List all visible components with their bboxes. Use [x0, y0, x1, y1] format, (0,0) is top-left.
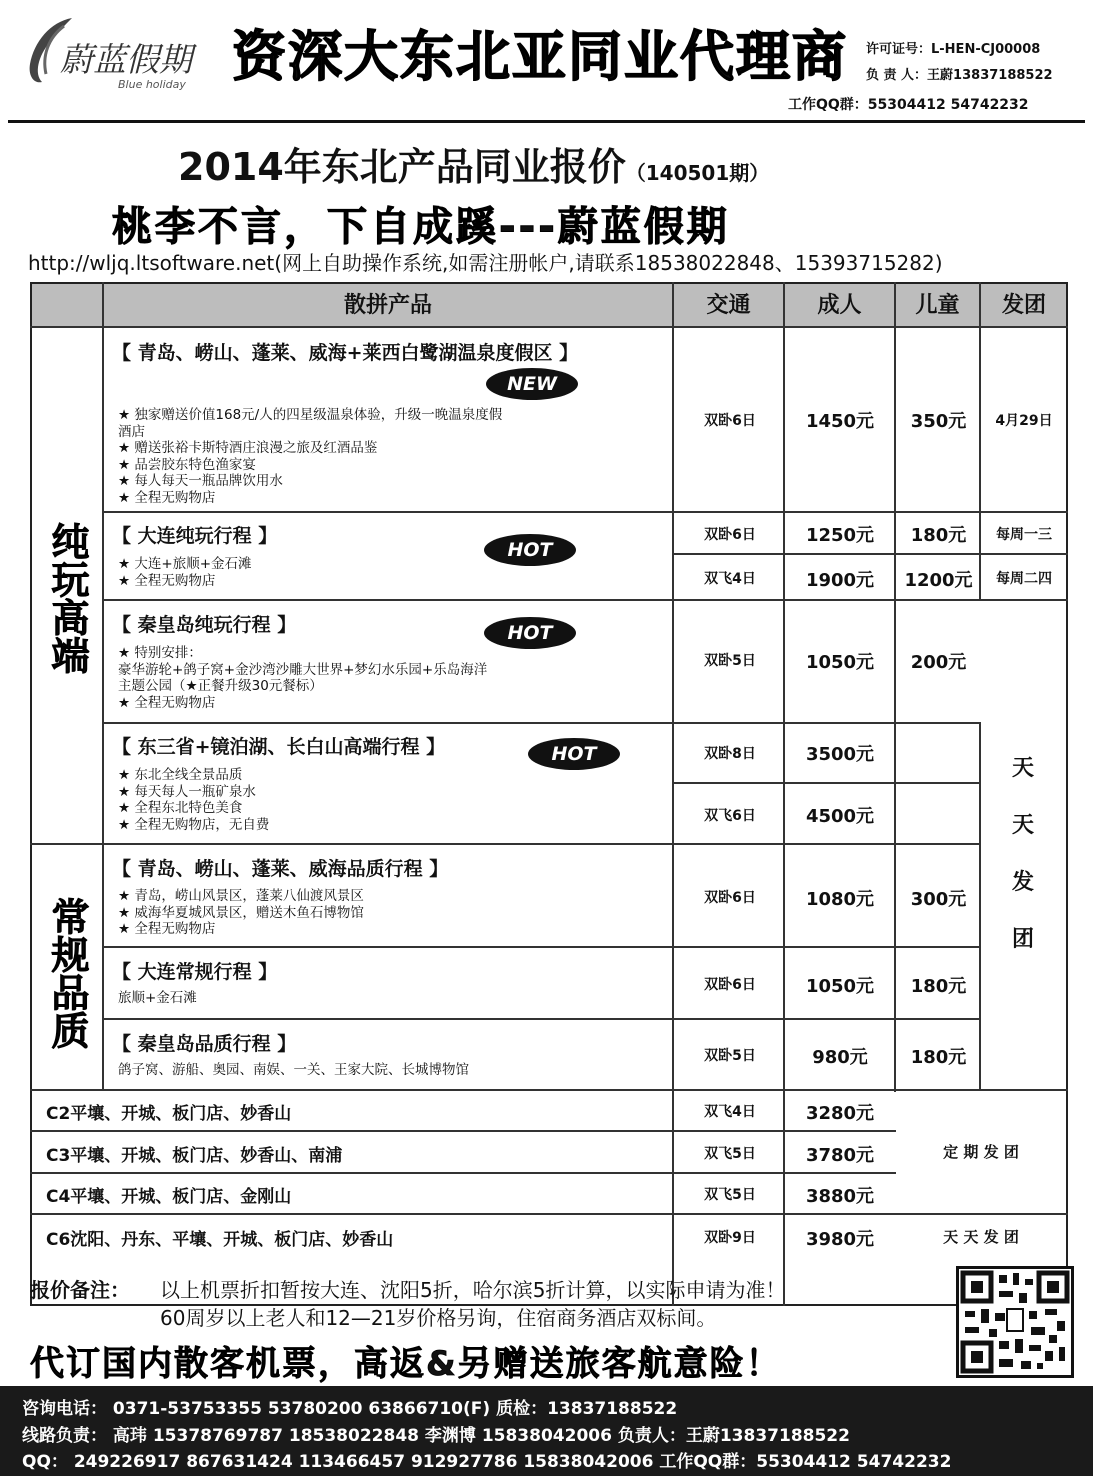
- route-name: C3平壤、开城、板门店、妙香山、南浦: [46, 1146, 343, 1166]
- brand-logo: [20, 12, 225, 100]
- qr-code[interactable]: [956, 1266, 1074, 1378]
- divider: [672, 553, 1068, 555]
- bullet: ★ 品尝胶东特色渔家宴: [118, 456, 256, 473]
- transport: 双卧6日: [704, 977, 756, 993]
- adult-price: 3980元: [805, 1229, 875, 1250]
- adult-price: 3280元: [805, 1103, 875, 1124]
- adult-price: 3780元: [805, 1145, 875, 1166]
- subtitle: [178, 136, 769, 191]
- divider: [102, 946, 980, 948]
- header-transport: 交通: [706, 293, 751, 318]
- child-price: 1200元: [904, 570, 973, 591]
- hot-badge: HOT: [484, 617, 576, 649]
- bullet: ★ 东北全线全景品质: [118, 767, 243, 783]
- daily-departure: [981, 740, 1065, 968]
- category-premium: 纯玩高端: [45, 522, 89, 674]
- adult-price: 1050元: [805, 976, 875, 997]
- logo-subtitle: Blue holiday: [118, 78, 186, 91]
- bullet: ★ 独家赠送价值168元/人的四星级温泉体验，升级一晚温泉度假: [118, 407, 503, 423]
- manager-contact: 负 责 人：王蔚13837188522: [866, 68, 1053, 83]
- product-name: 【 大连常规行程 】: [112, 961, 278, 983]
- product-name: 【 秦皇岛品质行程 】: [112, 1033, 297, 1055]
- bullet: ★ 每天每人一瓶矿泉水: [118, 783, 256, 800]
- adult-price: 1900元: [805, 570, 875, 591]
- new-badge: NEW: [486, 368, 578, 400]
- product-bullets: [118, 556, 252, 589]
- adult-price: 3880元: [805, 1186, 875, 1207]
- hot-badge: HOT: [484, 534, 576, 566]
- bullet: ★ 每人每天一瓶品牌饮用水: [118, 473, 283, 489]
- footer-qq: QQ： 249226917 867631424 113466457 912927786 15838042006 工作QQ群：55304412 54742232: [22, 1452, 952, 1472]
- adult-price: 1050元: [805, 652, 875, 673]
- adult-price: 4500元: [805, 806, 875, 827]
- bullet: ★ 赠送张裕卡斯特酒庄浪漫之旅及红酒品鉴: [118, 440, 378, 456]
- route-name: C4平壤、开城、板门店、金刚山: [46, 1187, 292, 1207]
- divider: [894, 282, 896, 1092]
- departure: 4月29日: [995, 413, 1053, 429]
- child-price: 180元: [910, 1047, 967, 1068]
- daily-char: 天: [1011, 813, 1034, 838]
- product-name: 【 东三省+镜泊湖、长白山高端行程 】: [112, 736, 446, 758]
- divider: [30, 1130, 896, 1132]
- daily-char: 发: [1011, 870, 1034, 895]
- bullet: 酒店: [118, 423, 145, 440]
- adult-price: 1250元: [805, 525, 875, 546]
- bullet: ★ 特别安排：: [118, 645, 202, 661]
- header-departure: 发团: [1001, 293, 1046, 318]
- bullet: ★ 全程无购物店: [118, 572, 216, 589]
- work-qq-groups: 工作QQ群：55304412 54742232: [788, 97, 1029, 113]
- product-bullets: [118, 888, 364, 938]
- child-price: 350元: [910, 411, 967, 432]
- transport: 双飞5日: [704, 1187, 756, 1203]
- bullet: ★ 全程无购物店: [118, 921, 216, 937]
- footer-consult-phone: 咨询电话： 0371-53753355 53780200 63866710(F) 质检：13837188522: [22, 1399, 678, 1419]
- adult-price: 980元: [812, 1047, 868, 1068]
- daily-char: 团: [1011, 927, 1034, 952]
- hot-badge: HOT: [528, 738, 620, 770]
- promo-line: 代订国内散客机票，高返&另赠送旅客航意险！: [30, 1344, 782, 1384]
- child-price: 180元: [910, 976, 967, 997]
- transport: 双飞6日: [704, 808, 756, 824]
- route-name: C2平壤、开城、板门店、妙香山: [46, 1104, 292, 1124]
- header-adult: 成人: [817, 293, 862, 318]
- product-bullets: [118, 407, 502, 506]
- transport: 双卧5日: [704, 653, 756, 669]
- notes-line1: 以上机票折扣暂按大连、沈阳5折，哈尔滨5折计算，以实际申请为准！: [160, 1278, 786, 1302]
- transport: 双卧5日: [704, 1048, 756, 1064]
- bullet: ★ 全程无购物店，无自费: [118, 816, 270, 833]
- header-child: 儿童: [915, 293, 960, 318]
- transport: 双卧8日: [704, 746, 756, 762]
- bullet: ★ 青岛，崂山风景区，蓬莱八仙渡风景区: [118, 888, 364, 904]
- divider: [102, 1018, 980, 1020]
- divider: [672, 782, 980, 784]
- divider: [30, 843, 980, 845]
- adult-price: 1450元: [805, 411, 875, 432]
- product-name: 【 秦皇岛纯玩行程 】: [112, 614, 297, 636]
- bullet: ★ 大连+旅顺+金石滩: [118, 556, 252, 572]
- license-number: 许可证号：L-HEN-CJ00008: [866, 42, 1041, 57]
- bullet: 旅顺+金石滩: [118, 990, 197, 1006]
- transport: 双飞4日: [704, 571, 756, 587]
- divider: [102, 511, 1068, 513]
- transport: 双卧6日: [704, 890, 756, 906]
- transport: 双卧6日: [704, 413, 756, 429]
- issue-number: （140501期）: [625, 161, 770, 185]
- divider: [102, 282, 104, 1090]
- footer: [0, 1386, 1093, 1476]
- divider: [102, 599, 1068, 601]
- bullet: 鸽子窝、游船、奥园、南娱、一关、王家大院、长城博物馆: [118, 1062, 469, 1078]
- transport: 双飞5日: [704, 1146, 756, 1162]
- logo-text: 蔚蓝假期: [60, 40, 192, 79]
- scheduled-departure: 定 期 发 团: [943, 1143, 1019, 1161]
- child-price: 300元: [910, 889, 967, 910]
- divider: [102, 722, 980, 724]
- departure: 每周一三: [996, 527, 1052, 543]
- bullet: ★ 全程无购物店: [118, 489, 216, 506]
- page-title: 资深大东北亚同业代理商: [232, 25, 848, 88]
- divider: [672, 282, 674, 1306]
- product-bullets: [118, 1062, 469, 1079]
- child-price: 200元: [910, 652, 967, 673]
- header-divider: [8, 120, 1085, 123]
- product-name: 【 大连纯玩行程 】: [112, 525, 278, 547]
- divider: [30, 1213, 1068, 1215]
- product-bullets: [118, 767, 269, 833]
- product-bullets: [118, 990, 197, 1007]
- website-line[interactable]: http://wljq.ltsoftware.net(网上自助操作系统,如需注册帐户,请联系18538022848、15393715282): [28, 251, 943, 275]
- daily-departure-korea: 天 天 发 团: [943, 1228, 1019, 1246]
- route-name: C6沈阳、丹东、平壤、开城、板门店、妙香山: [46, 1230, 394, 1250]
- divider: [30, 1172, 896, 1174]
- notes-line2: 60周岁以上老人和12—21岁价格另询，住宿商务酒店双标间。: [160, 1306, 717, 1330]
- header-product: 散拼产品: [343, 293, 432, 318]
- qr-code-icon: [959, 1269, 1071, 1375]
- transport: 双卧6日: [704, 527, 756, 543]
- bullet: ★ 威海华夏城风景区，赠送木鱼石博物馆: [118, 904, 364, 921]
- divider: [30, 326, 1068, 328]
- adult-price: 3500元: [805, 744, 875, 765]
- adult-price: 1080元: [805, 889, 875, 910]
- subtitle-text: 2014年东北产品同业报价: [178, 145, 626, 189]
- departure: 每周二四: [996, 571, 1052, 587]
- product-name: 【 青岛、崂山、蓬莱、威海品质行程 】: [112, 858, 449, 880]
- bullet: 主题公园（★正餐升级30元餐标）: [118, 678, 323, 694]
- transport: 双卧9日: [704, 1230, 756, 1246]
- product-bullets: [118, 645, 487, 711]
- transport: 双飞4日: [704, 1104, 756, 1120]
- notes-label: 报价备注：: [30, 1278, 130, 1302]
- bullet: ★ 全程无购物店: [118, 694, 216, 711]
- footer-route-contacts: 线路负责： 高玮 15378769787 18538022848 李渊博 15838042006 负责人：王蔚13837188522: [22, 1426, 850, 1446]
- daily-char: 天: [1011, 756, 1034, 781]
- divider: [30, 1089, 1068, 1091]
- bullet: ★ 全程东北特色美食: [118, 800, 243, 816]
- category-regular: 常规品质: [45, 897, 89, 1049]
- bullet: 豪华游轮+鸽子窝+金沙湾沙雕大世界+梦幻水乐园+乐岛海洋: [118, 661, 488, 678]
- slogan: 桃李不言，下自成蹊---蔚蓝假期: [112, 204, 730, 250]
- product-name: 【 青岛、崂山、蓬莱、威海+莱西白鹭湖温泉度假区 】: [112, 342, 579, 364]
- child-price: 180元: [910, 525, 967, 546]
